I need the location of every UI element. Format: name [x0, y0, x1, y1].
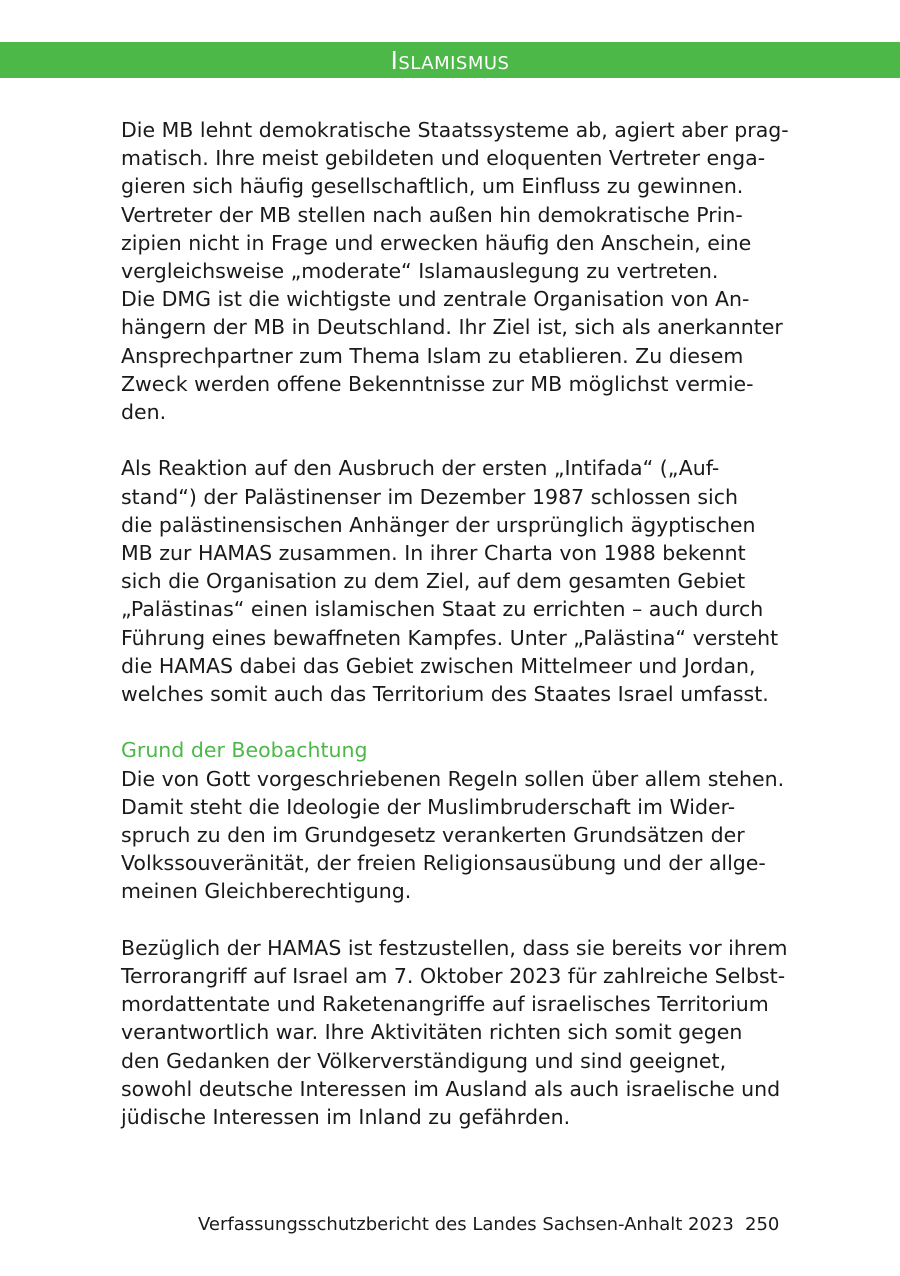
paragraph-hamas — [121, 454, 781, 708]
paragraph-reason-hamas — [121, 934, 788, 1131]
text-line: Bezüglich der HAMAS ist festzustellen, dass sie bereits vor ihrem — [121, 935, 788, 960]
text-line: Führung eines bewaffneten Kampfes. Unter „Palästina“ versteht — [121, 625, 779, 650]
text-line: den Gedanken der Völkerverständigung und sind geeignet, — [121, 1048, 727, 1073]
text-line: stand“) der Palästinenser im Dezember 1987 schlossen sich — [121, 484, 738, 509]
text-line: Die DMG ist die wichtigste und zentrale Organisation von An- — [121, 287, 750, 312]
main-content — [121, 116, 789, 1131]
text-line: hängern der MB in Deutschland. Ihr Ziel ist, sich als anerkannter — [121, 315, 783, 340]
text-line: Zweck werden offene Bekenntnisse zur MB möglichst vermie- — [121, 371, 754, 396]
text-line: jüdische Interessen im Inland zu gefährden. — [121, 1105, 571, 1130]
paragraph-muslim-brotherhood — [121, 116, 789, 426]
text-line: meinen Gleichberechtigung. — [121, 879, 412, 904]
paragraph-gap — [121, 708, 781, 736]
text-line: Vertreter der MB stellen nach außen hin demokratische Prin- — [121, 202, 743, 227]
text-line: Damit steht die Ideologie der Muslimbruderschaft im Wider- — [121, 794, 736, 819]
text-line: Volkssouveränität, der freien Religionsausübung und der allge- — [121, 851, 766, 876]
text-line: Die von Gott vorgeschriebenen Regeln sollen über allem stehen. — [121, 766, 785, 791]
footer-report-title: Verfassungsschutzbericht des Landes Sachsen-Anhalt 2023 — [198, 1214, 734, 1235]
text-line: gieren sich häufig gesellschaftlich, um Einfluss zu gewinnen. — [121, 174, 744, 199]
text-line: MB zur HAMAS zusammen. In ihrer Charta von 1988 bekennt — [121, 541, 746, 566]
text-line: den. — [121, 400, 167, 425]
text-line: verantwortlich war. Ihre Aktivitäten richten sich somit gegen — [121, 1020, 743, 1045]
section-header-bar — [0, 42, 900, 78]
text-line: zipien nicht in Frage und erwecken häufig den Anschein, eine — [121, 230, 752, 255]
text-line: mordattentate und Raketenangriffe auf israelisches Territorium — [121, 992, 769, 1017]
text-line: spruch zu den im Grundgesetz verankerten Grundsätzen der — [121, 823, 745, 848]
text-line: die HAMAS dabei das Gebiet zwischen Mittelmeer und Jordan, — [121, 653, 756, 678]
text-line: sowohl deutsche Interessen im Ausland als auch israelische und — [121, 1076, 781, 1101]
paragraph-gap — [121, 906, 781, 934]
text-line: Terrorangriff auf Israel am 7. Oktober 2023 für zahlreiche Selbst- — [121, 964, 786, 989]
page-number: 250 — [745, 1214, 780, 1235]
text-line: die palästinensischen Anhänger der ursprünglich ägyptischen — [121, 512, 756, 537]
subheading-grund-der-beobachtung: Grund der Beobachtung — [121, 738, 368, 763]
text-line: vergleichsweise „moderate“ Islamauslegung zu vertreten. — [121, 259, 719, 284]
text-line: matisch. Ihre meist gebildeten und eloquenten Vertreter enga- — [121, 146, 766, 171]
section-title: Islamismus — [390, 46, 510, 75]
text-line: welches somit auch das Territorium des Staates Israel umfasst. — [121, 682, 769, 707]
paragraph-reason-ideology — [121, 765, 785, 906]
text-line: sich die Organisation zu dem Ziel, auf dem gesamten Gebiet — [121, 569, 746, 594]
text-line: Ansprechpartner zum Thema Islam zu etablieren. Zu diesem — [121, 343, 744, 368]
paragraph-gap — [121, 426, 781, 454]
text-line: „Palästinas“ einen islamischen Staat zu errichten – auch durch — [121, 597, 764, 622]
text-line: Die MB lehnt demokratische Staatssysteme ab, agiert aber prag- — [121, 118, 789, 142]
text-line: Als Reaktion auf den Ausbruch der ersten „Intifada“ („Auf- — [121, 456, 720, 481]
